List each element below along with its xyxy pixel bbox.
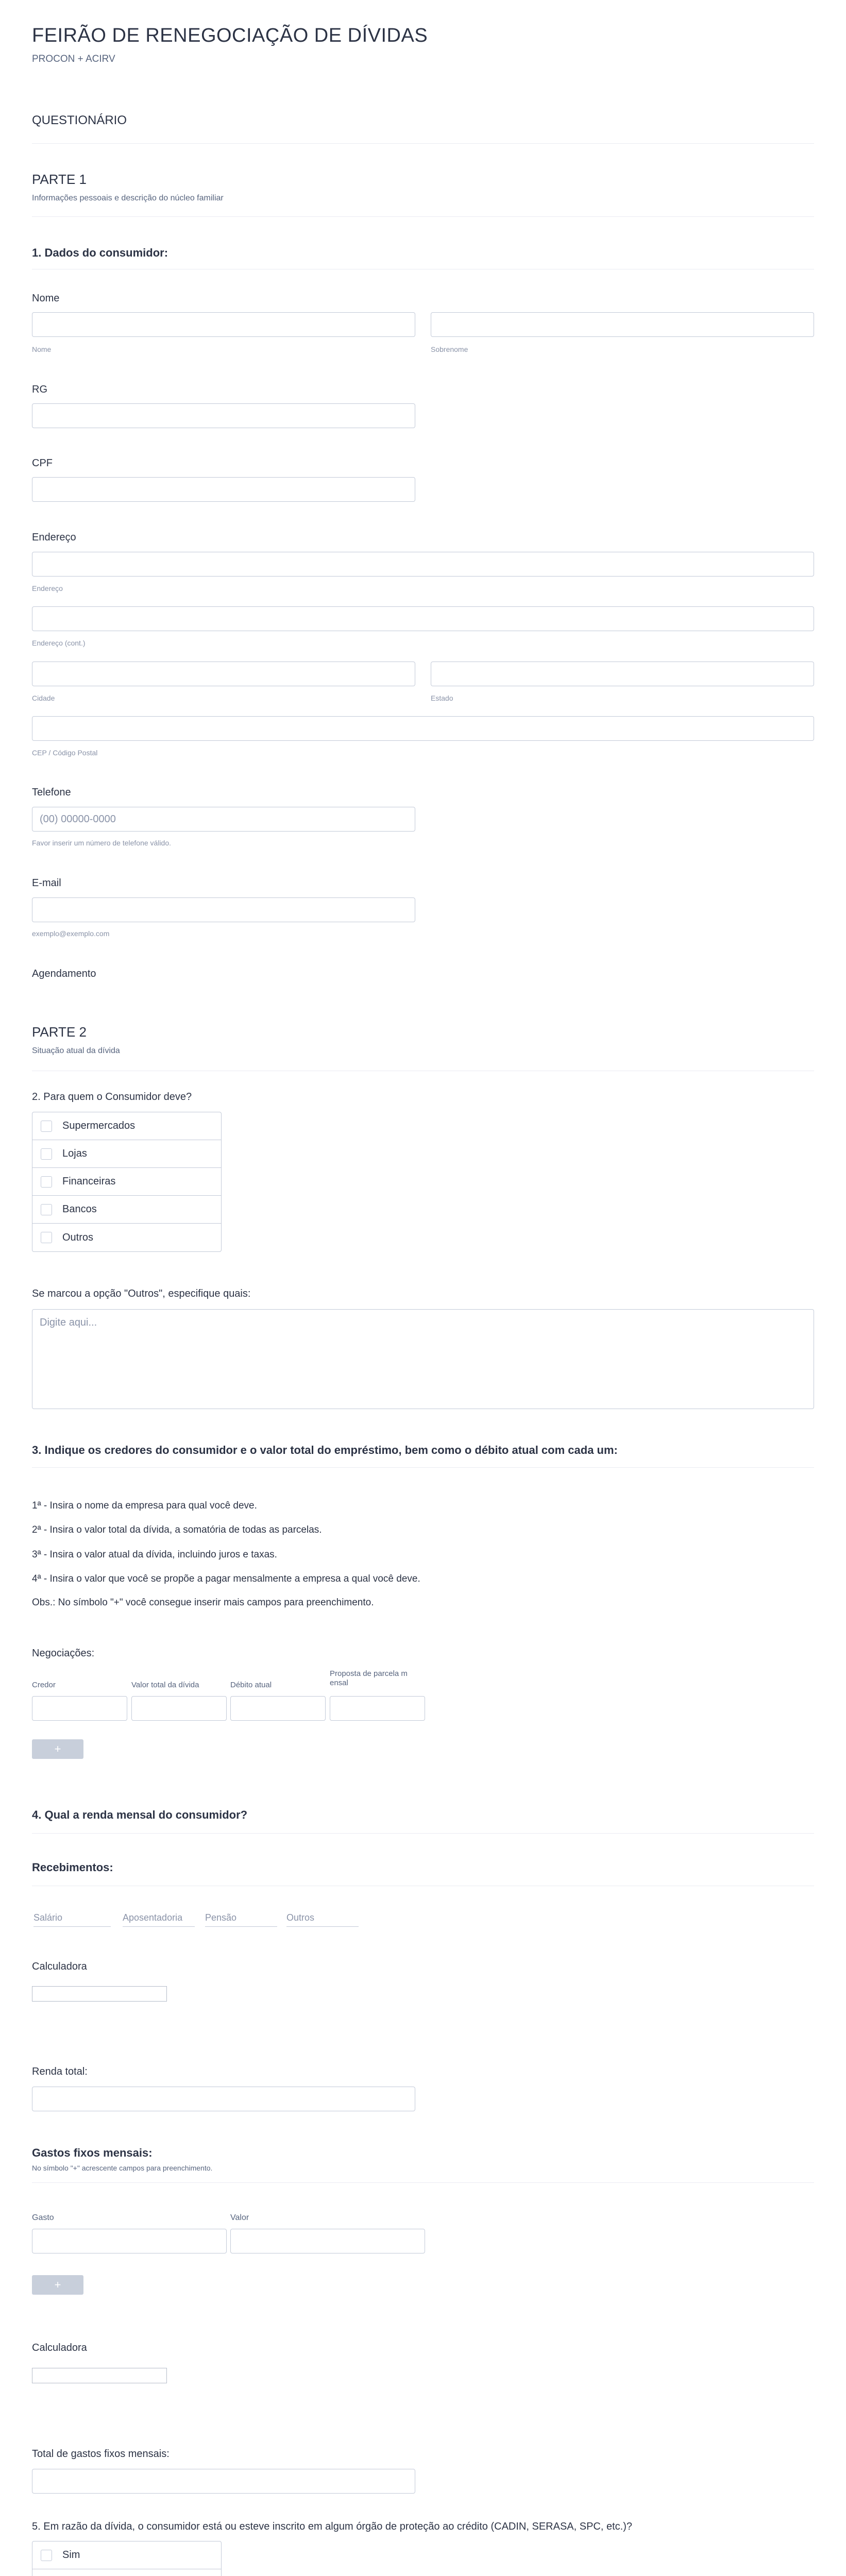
option-supermercados[interactable] <box>32 1112 221 1140</box>
nome-label: Nome <box>32 293 60 304</box>
instruction-line: 1ª - Insira o nome da empresa para qual você deve. <box>32 1500 257 1511</box>
telefone-label: Telefone <box>32 787 71 798</box>
parte1-subtitle: Informações pessoais e descrição do núcleo familiar <box>32 194 224 202</box>
phone-help: Favor inserir um número de telefone válido. <box>32 839 172 847</box>
valor-total-input[interactable] <box>131 1696 227 1721</box>
q2-options <box>32 1112 222 1252</box>
add-gasto-button[interactable]: + <box>32 2275 83 2295</box>
outros-label: Se marcou a opção "Outros", especifique quais: <box>32 1288 251 1299</box>
cpf-label: CPF <box>32 457 53 469</box>
option-label: Supermercados <box>62 1120 136 1131</box>
q4-label: 4. Qual a renda mensal do consumidor? <box>32 1808 248 1821</box>
first-name-sublabel: Nome <box>32 345 52 353</box>
gastos-title: Gastos fixos mensais: <box>32 2146 153 2159</box>
state-input[interactable] <box>431 662 814 686</box>
first-name-input[interactable] <box>32 312 415 337</box>
zip-sublabel: CEP / Código Postal <box>32 749 98 757</box>
email-label: E-mail <box>32 877 61 889</box>
parte1-title: PARTE 1 <box>32 172 87 187</box>
form-title: FEIRÃO DE RENEGOCIAÇÃO DE DÍVIDAS <box>32 25 428 46</box>
divider <box>32 143 814 144</box>
add-row-button[interactable]: + <box>32 1739 83 1759</box>
city-sublabel: Cidade <box>32 694 55 702</box>
calculadora2-label: Calculadora <box>32 2342 87 2353</box>
option-label: Bancos <box>62 1204 97 1215</box>
form-subtitle: PROCON + ACIRV <box>32 54 115 64</box>
questionario-heading: QUESTIONÁRIO <box>32 113 127 127</box>
debito-atual-input[interactable] <box>230 1696 326 1721</box>
valor-input[interactable] <box>230 2229 425 2253</box>
tab-salario[interactable]: Salário <box>33 1912 111 1927</box>
divider <box>32 2182 814 2183</box>
q5-options <box>32 2541 222 2576</box>
col-gasto: Gasto <box>32 2213 54 2222</box>
option-label: Financeiras <box>62 1176 116 1187</box>
option-sim[interactable] <box>32 2541 221 2569</box>
q2-label: 2. Para quem o Consumidor deve? <box>32 1091 192 1103</box>
total-gastos-input[interactable] <box>32 2469 415 2494</box>
renda-total-label: Renda total: <box>32 2066 88 2077</box>
divider <box>32 216 814 217</box>
option-outros[interactable] <box>32 1224 221 1251</box>
city-input[interactable] <box>32 662 415 686</box>
outros-textarea[interactable]: Digite aqui... <box>32 1309 814 1409</box>
gasto-input[interactable] <box>32 2229 227 2253</box>
option-label: Lojas <box>62 1148 87 1159</box>
gastos-subtitle: No símbolo "+" acrescente campos para preenchimento. <box>32 2164 213 2172</box>
last-name-input[interactable] <box>431 312 814 337</box>
proposta-input[interactable] <box>330 1696 425 1721</box>
col-credor: Credor <box>32 1681 56 1689</box>
rg-label: RG <box>32 384 47 395</box>
divider <box>32 1467 814 1468</box>
instruction-line: Obs.: No símbolo "+" você consegue inserir mais campos para preenchimento. <box>32 1597 374 1608</box>
tab-outros[interactable]: Outros <box>286 1912 359 1927</box>
option-bancos[interactable] <box>32 1196 221 1224</box>
total-gastos-label: Total de gastos fixos mensais: <box>32 2448 170 2460</box>
negociacoes-title: Negociações: <box>32 1648 95 1659</box>
zip-input[interactable] <box>32 716 814 741</box>
instruction-line: 4ª - Insira o valor que você se propõe a pagar mensalmente a empresa a qual você deve. <box>32 1573 420 1584</box>
checkbox-icon[interactable] <box>41 1148 52 1160</box>
phone-input[interactable]: (00) 00000-0000 <box>32 807 415 832</box>
last-name-sublabel: Sobrenome <box>431 345 468 353</box>
col-proposta: Proposta de parcela m ensal <box>330 1669 408 1687</box>
calculadora-input[interactable] <box>32 1986 167 2002</box>
checkbox-icon[interactable] <box>41 1121 52 1132</box>
q3-label: 3. Indique os credores do consumidor e o valor total do empréstimo, bem como o débito atual com cada um: <box>32 1444 618 1456</box>
instruction-line: 3ª - Insira o valor atual da dívida, incluindo juros e taxas. <box>32 1549 277 1560</box>
address-line1-input[interactable] <box>32 552 814 577</box>
address-line1-sublabel: Endereço <box>32 584 63 592</box>
col-valor-total: Valor total da dívida <box>131 1681 199 1689</box>
checkbox-icon[interactable] <box>41 1232 52 1243</box>
tab-aposentadoria[interactable]: Aposentadoria <box>123 1912 195 1927</box>
endereco-label: Endereço <box>32 532 76 543</box>
email-help: exemplo@exemplo.com <box>32 929 110 938</box>
instruction-line: 2ª - Insira o valor total da dívida, a somatória de todas as parcelas. <box>32 1524 322 1535</box>
address-line2-sublabel: Endereço (cont.) <box>32 639 86 647</box>
cpf-input[interactable] <box>32 477 415 502</box>
tab-pensao[interactable]: Pensão <box>205 1912 277 1927</box>
checkbox-icon[interactable] <box>41 1204 52 1215</box>
calculadora-label: Calculadora <box>32 1961 87 1972</box>
checkbox-icon[interactable] <box>41 1176 52 1188</box>
parte2-title: PARTE 2 <box>32 1024 87 1040</box>
q5-label: 5. Em razão da dívida, o consumidor está ou esteve inscrito em algum órgão de proteção ao crédito (CADIN, SERASA, SPC, etc.)? <box>32 2521 632 2532</box>
option-lojas[interactable] <box>32 1140 221 1168</box>
checkbox-icon[interactable] <box>41 2550 52 2561</box>
recebimentos-title: Recebimentos: <box>32 1861 113 1874</box>
state-sublabel: Estado <box>431 694 453 702</box>
agendamento-label: Agendamento <box>32 968 96 979</box>
option-financeiras[interactable] <box>32 1168 221 1196</box>
col-valor: Valor <box>230 2213 249 2222</box>
renda-total-input[interactable] <box>32 2087 415 2111</box>
col-debito-atual: Débito atual <box>230 1681 272 1689</box>
option-label: Sim <box>62 2549 80 2561</box>
divider <box>32 1833 814 1834</box>
credor-input[interactable] <box>32 1696 127 1721</box>
email-input[interactable] <box>32 897 415 922</box>
secao1-title: 1. Dados do consumidor: <box>32 246 168 259</box>
option-nao[interactable] <box>32 2569 221 2576</box>
option-label: Outros <box>62 1231 94 1243</box>
calculadora2-input[interactable] <box>32 2368 167 2383</box>
parte2-subtitle: Situação atual da dívida <box>32 1046 120 1055</box>
address-line2-input[interactable] <box>32 606 814 631</box>
rg-input[interactable] <box>32 403 415 428</box>
